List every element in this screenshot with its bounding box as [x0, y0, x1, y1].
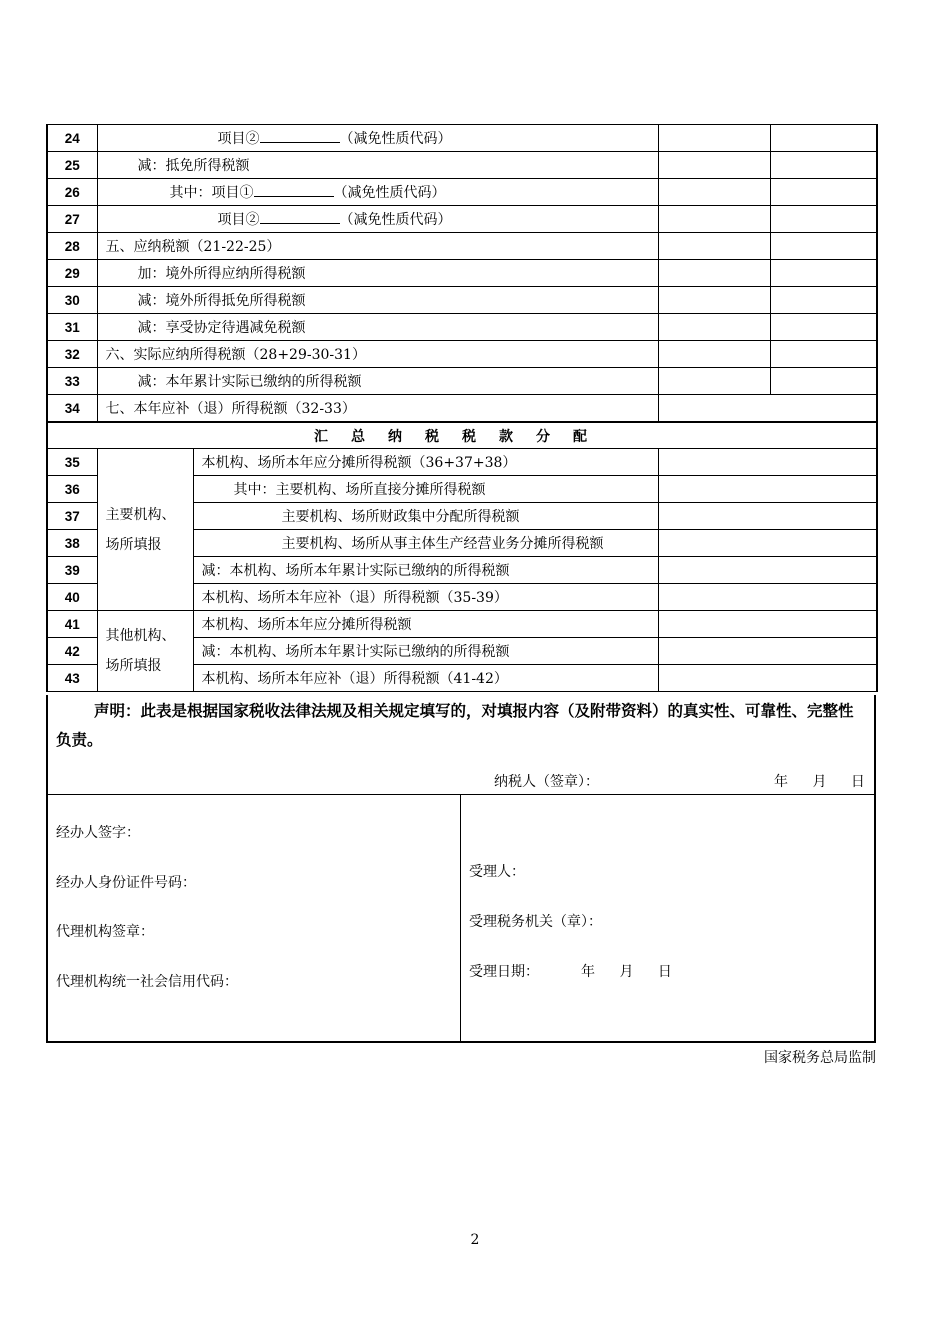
- item-suffix: （减免性质代码）: [333, 185, 446, 201]
- row-label: [97, 179, 658, 206]
- table-row: [47, 341, 877, 368]
- row-number: 27: [47, 206, 97, 233]
- agent-signature-field: 经办人签字：: [56, 825, 140, 841]
- table-row: [47, 125, 877, 152]
- table-row: [47, 206, 877, 233]
- item-suffix: （减免性质代码）: [339, 131, 452, 147]
- section-title: 汇总纳税税款分配: [47, 422, 877, 449]
- amount-cell-current[interactable]: [658, 368, 770, 395]
- item-prefix: 其中：项目①: [169, 185, 254, 201]
- receiver-field: 受理人：: [469, 864, 525, 880]
- amount-cell-current[interactable]: [658, 233, 770, 260]
- code-blank-field[interactable]: [260, 209, 340, 224]
- tax-form-table: [46, 124, 878, 692]
- processing-block: [46, 795, 876, 1043]
- accept-date-label: 受理日期：: [469, 964, 539, 980]
- row-label: 五、应纳税额（21-22-25）: [97, 233, 658, 260]
- row-number: 28: [47, 233, 97, 260]
- declaration-text: 声明：此表是根据国家税收法律法规及相关规定填写的，对填报内容（及附带资料）的真实性、可靠性、完整性负责。: [56, 703, 854, 749]
- amount-cell[interactable]: [658, 530, 877, 557]
- row-number: 34: [47, 395, 97, 423]
- row-number: 31: [47, 314, 97, 341]
- row-label: 七、本年应补（退）所得税额（32-33）: [97, 395, 658, 423]
- table-row: [47, 260, 877, 287]
- row-number: 30: [47, 287, 97, 314]
- amount-cell-current[interactable]: [658, 314, 770, 341]
- agency-credit-code-field: 代理机构统一社会信用代码：: [56, 974, 238, 990]
- amount-cell-current[interactable]: [658, 287, 770, 314]
- table-row: [47, 611, 877, 638]
- row-number: 36: [47, 476, 97, 503]
- page-number: 2: [470, 1232, 480, 1248]
- amount-cell[interactable]: [658, 449, 877, 476]
- amount-cell-current[interactable]: [658, 206, 770, 233]
- declaration-date: 年 月 日: [774, 774, 865, 790]
- other-institution-group-label: 其他机构、场所填报: [97, 611, 193, 692]
- row-label: 六、实际应纳所得税额（28+29-30-31）: [97, 341, 658, 368]
- item-suffix: （减免性质代码）: [339, 212, 452, 228]
- row-label: 其中：主要机构、场所直接分摊所得税额: [193, 476, 658, 503]
- row-label: 本机构、场所本年应补（退）所得税额（35-39）: [193, 584, 658, 611]
- amount-cell[interactable]: [658, 638, 877, 665]
- amount-cell[interactable]: [658, 611, 877, 638]
- amount-cell-cumulative[interactable]: [770, 206, 877, 233]
- row-number: 41: [47, 611, 97, 638]
- supervising-agency: 国家税务总局监制: [764, 1050, 876, 1066]
- amount-cell-current[interactable]: [658, 125, 770, 152]
- code-blank-field[interactable]: [254, 182, 334, 197]
- row-label: [97, 206, 658, 233]
- table-row: [47, 395, 877, 423]
- row-label: 本机构、场所本年应分摊所得税额: [193, 611, 658, 638]
- accept-date-value: 年 月 日: [581, 964, 672, 980]
- agency-seal-field: 代理机构签章：: [56, 924, 154, 940]
- row-label: 减：享受协定待遇减免税额: [97, 314, 658, 341]
- amount-cell-current[interactable]: [658, 179, 770, 206]
- row-number: 26: [47, 179, 97, 206]
- amount-cell[interactable]: [658, 665, 877, 692]
- row-label: 主要机构、场所从事主体生产经营业务分摊所得税额: [193, 530, 658, 557]
- row-label: 减：抵免所得税额: [97, 152, 658, 179]
- amount-cell-current[interactable]: [658, 260, 770, 287]
- row-number: 42: [47, 638, 97, 665]
- row-number: 24: [47, 125, 97, 152]
- table-row: [47, 152, 877, 179]
- row-number: 40: [47, 584, 97, 611]
- amount-cell-current[interactable]: [658, 341, 770, 368]
- amount-cell-cumulative[interactable]: [770, 125, 877, 152]
- amount-cell-cumulative[interactable]: [770, 314, 877, 341]
- table-row: [47, 449, 877, 476]
- vertical-divider: [460, 795, 461, 1041]
- row-label: 本机构、场所本年应补（退）所得税额（41-42）: [193, 665, 658, 692]
- amount-cell[interactable]: [658, 476, 877, 503]
- row-number: 37: [47, 503, 97, 530]
- row-label: 减：本机构、场所本年累计实际已缴纳的所得税额: [193, 557, 658, 584]
- amount-cell-current[interactable]: [658, 152, 770, 179]
- row-number: 38: [47, 530, 97, 557]
- amount-cell[interactable]: [658, 557, 877, 584]
- agent-id-field: 经办人身份证件号码：: [56, 875, 196, 891]
- item-prefix: 项目②: [217, 212, 260, 228]
- main-institution-group-label: 主要机构、场所填报: [97, 449, 193, 611]
- amount-cell-cumulative[interactable]: [770, 179, 877, 206]
- code-blank-field[interactable]: [260, 128, 340, 143]
- row-label: 主要机构、场所财政集中分配所得税额: [193, 503, 658, 530]
- row-number: 32: [47, 341, 97, 368]
- amount-cell[interactable]: [658, 584, 877, 611]
- amount-cell-cumulative[interactable]: [770, 341, 877, 368]
- row-number: 25: [47, 152, 97, 179]
- amount-cell-cumulative[interactable]: [770, 260, 877, 287]
- amount-cell[interactable]: [658, 503, 877, 530]
- row-number: 29: [47, 260, 97, 287]
- row-number: 39: [47, 557, 97, 584]
- taxpayer-signature-label: 纳税人（签章）：: [494, 774, 599, 790]
- row-number: 35: [47, 449, 97, 476]
- amount-cell-cumulative[interactable]: [770, 368, 877, 395]
- table-row: [47, 314, 877, 341]
- row-label: 减：本年累计实际已缴纳的所得税额: [97, 368, 658, 395]
- row-label: 减：境外所得抵免所得税额: [97, 287, 658, 314]
- row-label: 减：本机构、场所本年累计实际已缴纳的所得税额: [193, 638, 658, 665]
- table-row: [47, 233, 877, 260]
- amount-cell-cumulative[interactable]: [770, 287, 877, 314]
- declaration-block: [46, 695, 876, 795]
- row-label: [97, 125, 658, 152]
- table-row: [47, 179, 877, 206]
- amount-cell-cumulative[interactable]: [770, 152, 877, 179]
- table-row: [47, 368, 877, 395]
- row-label: 本机构、场所本年应分摊所得税额（36+37+38）: [193, 449, 658, 476]
- tax-office-field: 受理税务机关（章）：: [469, 914, 602, 930]
- table-row: [47, 287, 877, 314]
- row-number: 43: [47, 665, 97, 692]
- item-prefix: 项目②: [217, 131, 260, 147]
- amount-cell[interactable]: [658, 395, 877, 423]
- row-number: 33: [47, 368, 97, 395]
- row-label: 加：境外所得应纳所得税额: [97, 260, 658, 287]
- amount-cell-cumulative[interactable]: [770, 233, 877, 260]
